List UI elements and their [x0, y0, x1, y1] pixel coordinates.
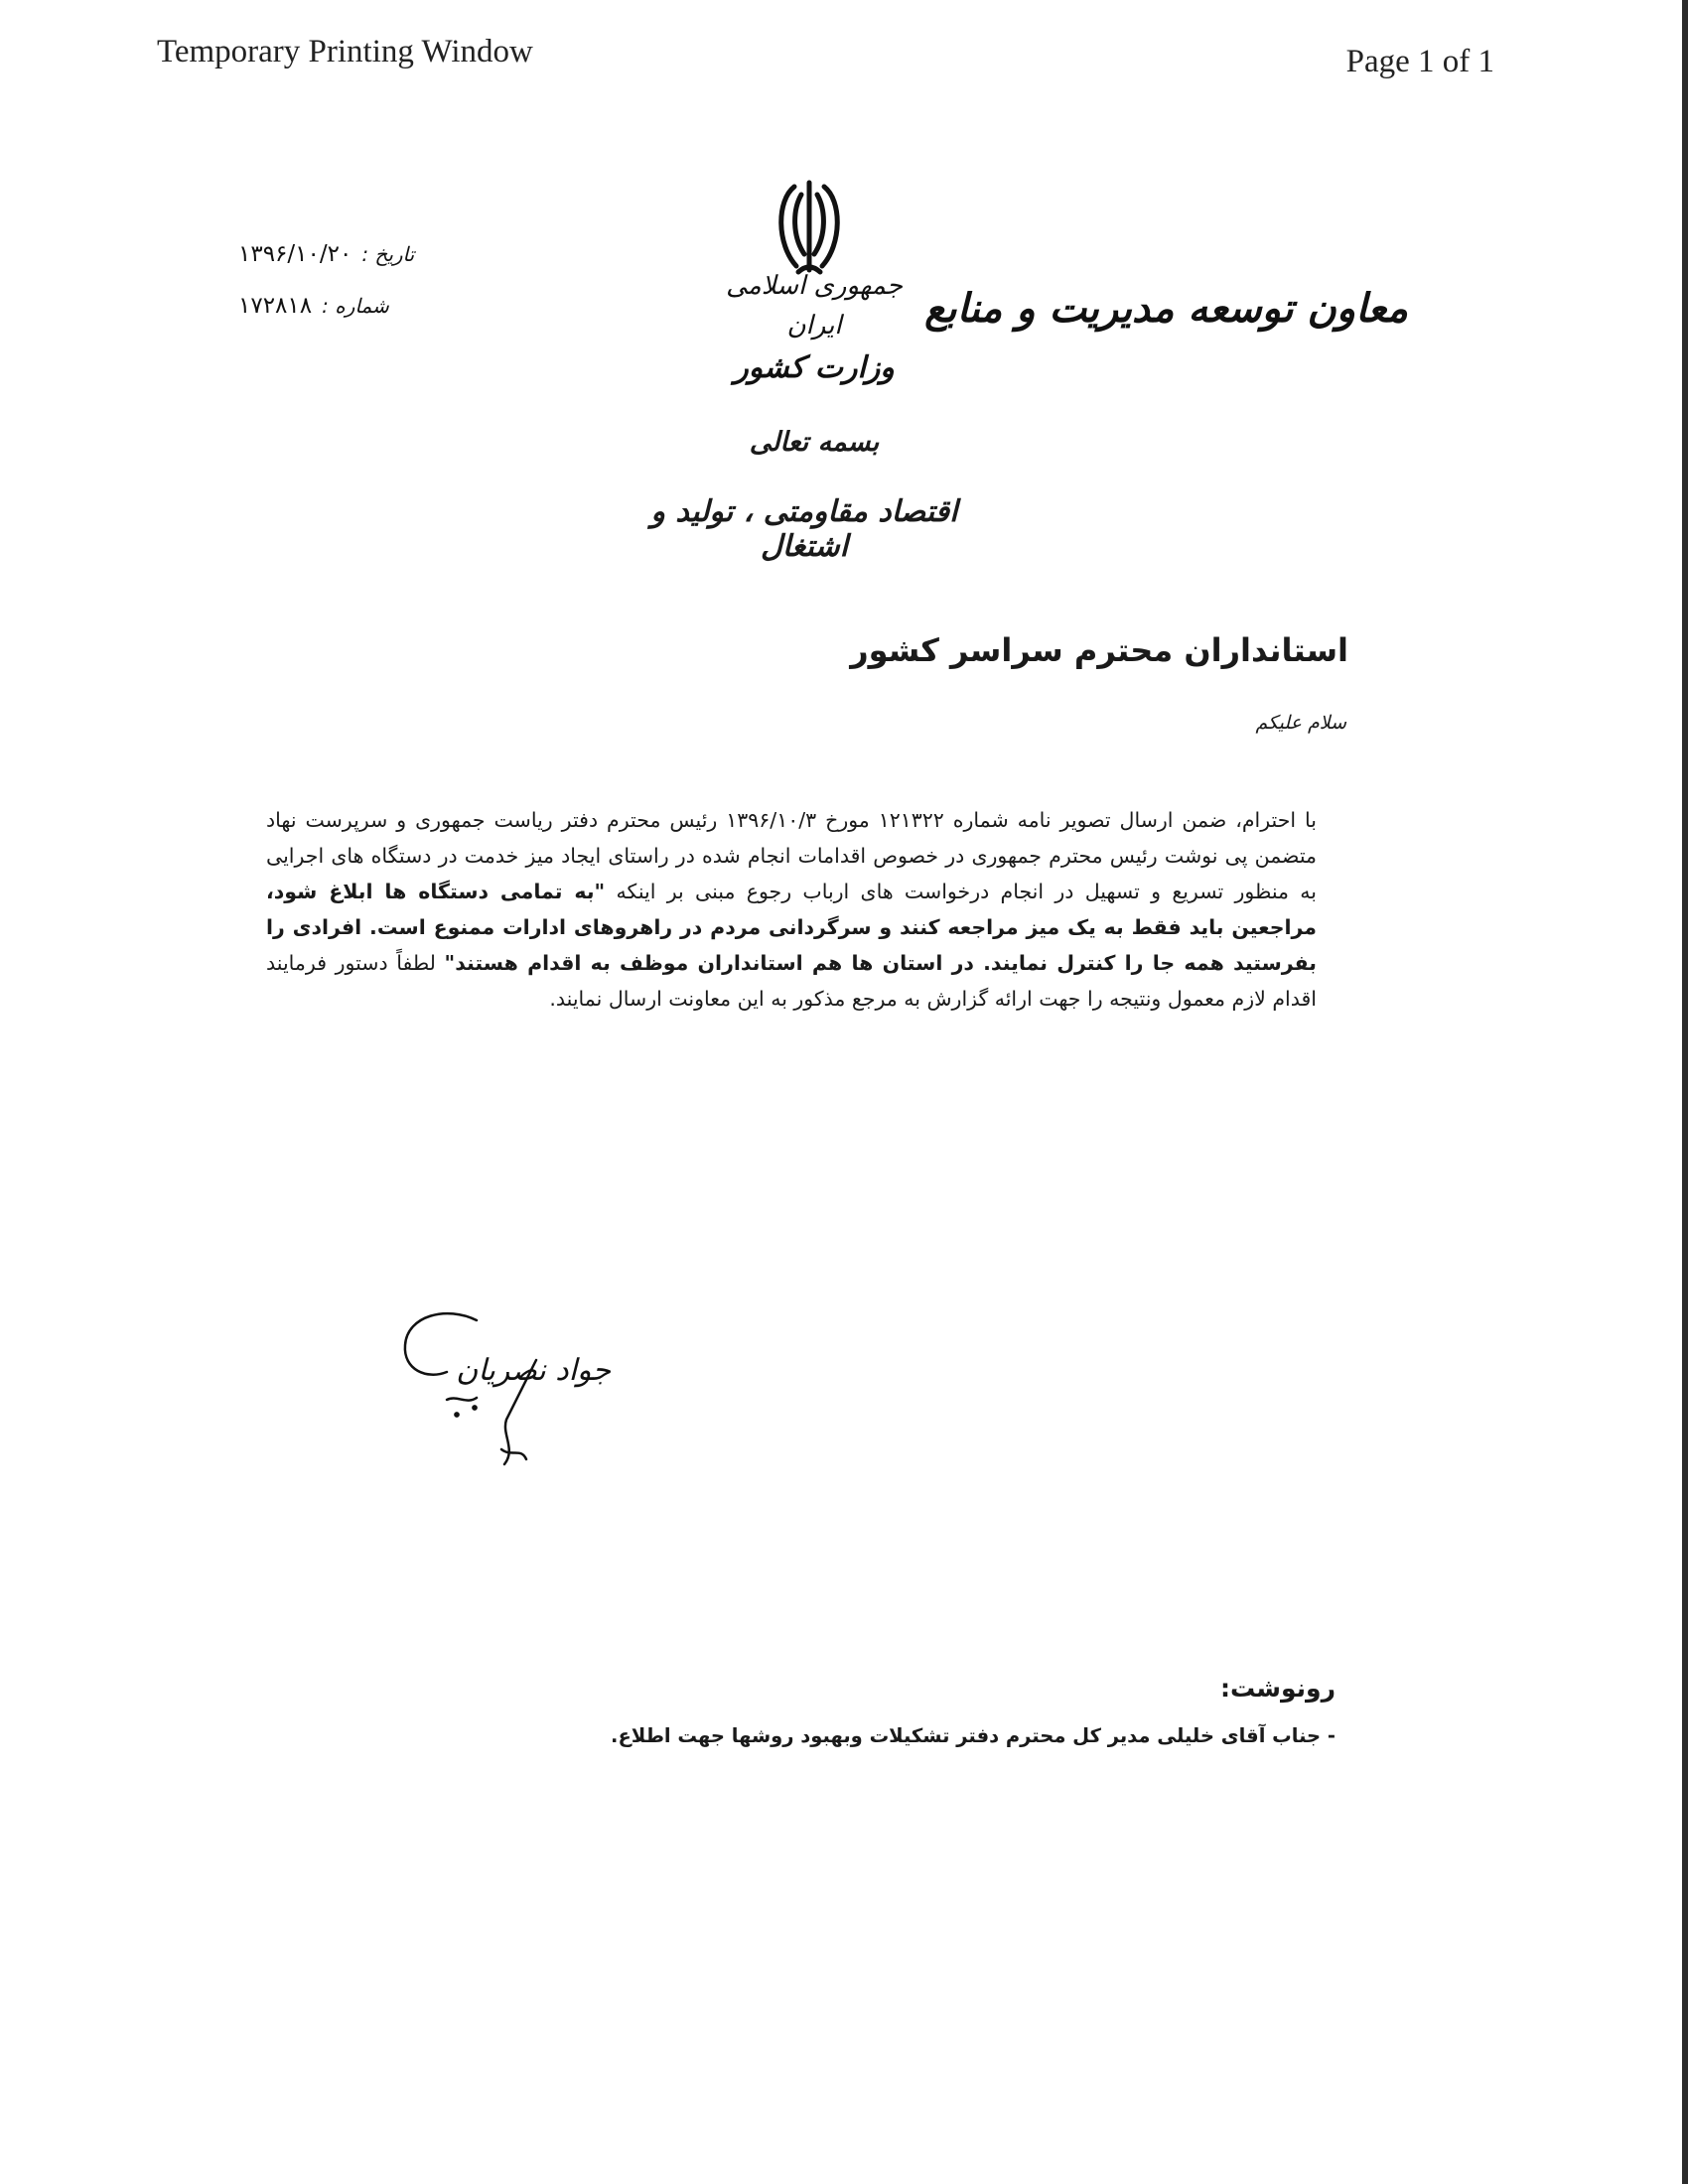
- date-label: تاریخ :: [361, 242, 415, 266]
- date-row: [238, 228, 442, 280]
- republic-title: جمهوری اسلامی ایران: [726, 271, 903, 341]
- signature: [387, 1300, 626, 1489]
- page-edge: [1682, 0, 1688, 2184]
- letter-meta: [238, 228, 442, 332]
- invocation: بسمه تعالی: [749, 427, 880, 458]
- letter-body: [266, 802, 1317, 1017]
- number-value: ۱۷۲۸۱۸: [238, 293, 313, 319]
- body-part-2: لطفاً دستور فرمایند اقدام لازم معمول ونتیجه را جهت ارائه گزارش به مرجع مذکور به این معاونت ارسال نمایند.: [266, 951, 1317, 1011]
- recipient-line: استانداران محترم سراسر کشور: [850, 631, 1348, 669]
- body-quote: "به تمامی دستگاه ها ابلاغ شود، مراجعین باید فقط به یک میز مراجعه کنند و سرگردانی مردم در راهروهای ادارات ممنوع است. افرادی را بفرستید همه جا را کنترل نمایند. در استان ها هم استانداران موظف به اقدام هستند": [266, 880, 1317, 975]
- cc-line: - جناب آقای خلیلی مدیر کل محترم دفتر تشکیلات وبهبود روشها جهت اطلاع.: [611, 1724, 1336, 1747]
- date-value: ۱۳۹۶/۱۰/۲۰: [238, 241, 352, 267]
- slogan: اقتصاد مقاومتی ، تولید و اشتغال: [650, 494, 958, 564]
- cc-label: رونوشت:: [1219, 1674, 1336, 1703]
- greeting: سلام علیکم: [1255, 712, 1346, 734]
- page-indicator: Page 1 of 1: [1345, 44, 1494, 79]
- department-title: معاون توسعه مدیریت و منابع: [924, 285, 1408, 332]
- print-window-title: Temporary Printing Window: [157, 34, 533, 69]
- letterhead-titles: [695, 266, 933, 391]
- number-row: [238, 280, 442, 332]
- ministry-title: وزارت کشور: [734, 350, 895, 385]
- body-part-1: با احترام، ضمن ارسال تصویر نامه شماره ۱۲۱۳۲۲ مورخ ۱۳۹۶/۱۰/۳ رئیس محترم دفتر ریاست جمهوری و سرپرست نهاد متضمن پی نوشت رئیس محترم جمهوری در خصوص اقدامات انجام شده در راستای ایجاد میز خدمت در دستگاه های اجرایی به منظور تسریع و تسهیل در انجام درخواست های ارباب رجوع مبنی بر اینکه: [266, 808, 1317, 903]
- signature-name: جواد نصریان: [456, 1353, 611, 1388]
- number-label: شماره :: [322, 294, 389, 318]
